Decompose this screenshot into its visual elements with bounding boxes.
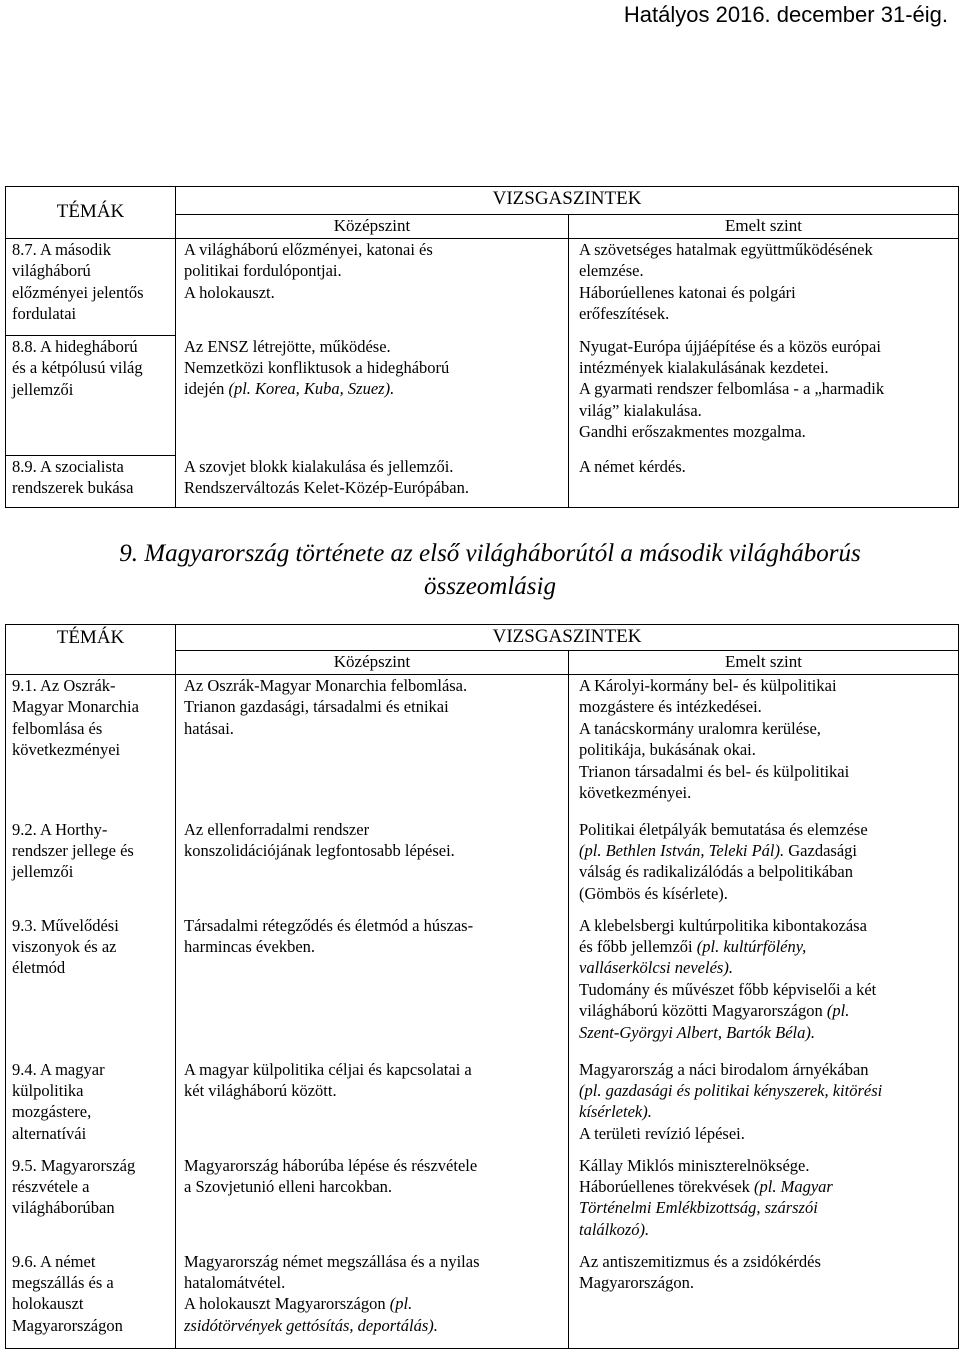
mid-9-4: A magyar külpolitika céljai és kapcsolatai a két világháború között. — [176, 1059, 569, 1155]
header-exam-levels: VIZSGASZINTEK — [176, 625, 959, 651]
topic-9-6: 9.6. A német megszállás és a holokauszt Magyarországon — [6, 1251, 176, 1349]
topic-9-3: 9.3. Művelődési viszonyok és az életmód — [6, 915, 176, 1059]
topic-9-4: 9.4. A magyar külpolitika mozgástere, alternatívái — [6, 1059, 176, 1155]
exam-table-section-9 — [5, 624, 959, 1349]
adv-9-3: A klebelsbergi kultúrpolitika kibontakozása és főbb jellemzői (pl. kultúrfölény, valláserkölcsi nevelés). Tudomány és művészet főbb képviselői a két világháború közötti Magyarországon (pl. Szent-Györgyi Albert, Bartók Béla). — [569, 915, 959, 1059]
header-mid-level: Középszint — [176, 215, 569, 239]
adv-9-4: Magyarország a náci birodalom árnyékában (pl. gazdasági és politikai kényszerek, kitörési kísérletek). A területi revízió lépései. — [569, 1059, 959, 1155]
adv-9-1: A Károlyi-kormány bel- és külpolitikai mozgástere és intézkedései. A tanácskormány uralomra kerülése, politikája, bukásának okai. Trianon társadalmi és bel- és külpolitikai következményei. — [569, 675, 959, 819]
header-topics: TÉMÁK — [6, 625, 176, 675]
adv-9-5: Kállay Miklós miniszterelnöksége. Háborúellenes törekvések (pl. Magyar Történelmi Emlékbizottság, szárszói találkozó). — [569, 1155, 959, 1251]
mid-9-1: Az Oszrák-Magyar Monarchia felbomlása. Trianon gazdasági, társadalmi és etnikai hatásai. — [176, 675, 569, 819]
adv-8-7: A szövetséges hatalmak együttműködésének elemzése. Háborúellenes katonai és polgári erőfeszítések. — [569, 239, 959, 336]
mid-9-6: Magyarország német megszállása és a nyilas hatalomátvétel. A holokauszt Magyarországon (pl. zsidótörvények gettósítás, deportálás). — [176, 1251, 569, 1349]
header-advanced-level: Emelt szint — [569, 651, 959, 675]
mid-8-8: Az ENSZ létrejötte, működése. Nemzetközi konfliktusok a hidegháború idején (pl. Korea, Kuba, Szuez). — [176, 336, 569, 456]
mid-8-9: A szovjet blokk kialakulása és jellemzői. Rendszerváltozás Kelet-Közép-Európában. — [176, 456, 569, 508]
adv-8-8: Nyugat-Európa újjáépítése és a közös európai intézmények kialakulásának kezdetei. A gyarmati rendszer felbomlása - a „harmadik világ” kialakulása. Gandhi erőszakmentes mozgalma. — [569, 336, 959, 456]
adv-9-2: Politikai életpályák bemutatása és elemzése (pl. Bethlen István, Teleki Pál). Gazdasági válság és radikalizálódás a belpolitikában (Gömbös és kísérlete). — [569, 819, 959, 915]
topic-9-2: 9.2. A Horthy- rendszer jellege és jellemzői — [6, 819, 176, 915]
validity-header: Hatályos 2016. december 31-éig. — [623, 2, 948, 27]
mid-9-3: Társadalmi rétegződés és életmód a húszas- harmincas években. — [176, 915, 569, 1059]
topic-8-7: 8.7. A második világháború előzményei jelentős fordulatai — [6, 239, 176, 336]
header-mid-level: Középszint — [176, 651, 569, 675]
section-9-title: 9. Magyarország története az első világháborútól a második világháborús összeomlásig — [119, 540, 861, 600]
adv-9-6: Az antiszemitizmus és a zsidókérdés Magyarországon. — [569, 1251, 959, 1349]
mid-8-7: A világháború előzményei, katonai és politikai fordulópontjai. A holokauszt. — [176, 239, 569, 336]
header-topics: TÉMÁK — [6, 187, 176, 239]
adv-8-9: A német kérdés. — [569, 456, 959, 508]
topic-8-8: 8.8. A hidegháború és a kétpólusú világ jellemzői — [6, 336, 176, 456]
header-exam-levels: VIZSGASZINTEK — [176, 187, 959, 215]
mid-9-2: Az ellenforradalmi rendszer konszolidációjának legfontosabb lépései. — [176, 819, 569, 915]
topic-9-1: 9.1. Az Oszrák- Magyar Monarchia felbomlása és következményei — [6, 675, 176, 819]
header-advanced-level: Emelt szint — [569, 215, 959, 239]
exam-table-section-8 — [5, 186, 959, 508]
topic-8-9: 8.9. A szocialista rendszerek bukása — [6, 456, 176, 508]
topic-9-5: 9.5. Magyarország részvétele a világháborúban — [6, 1155, 176, 1251]
mid-9-5: Magyarország háborúba lépése és részvétele a Szovjetunió elleni harcokban. — [176, 1155, 569, 1251]
